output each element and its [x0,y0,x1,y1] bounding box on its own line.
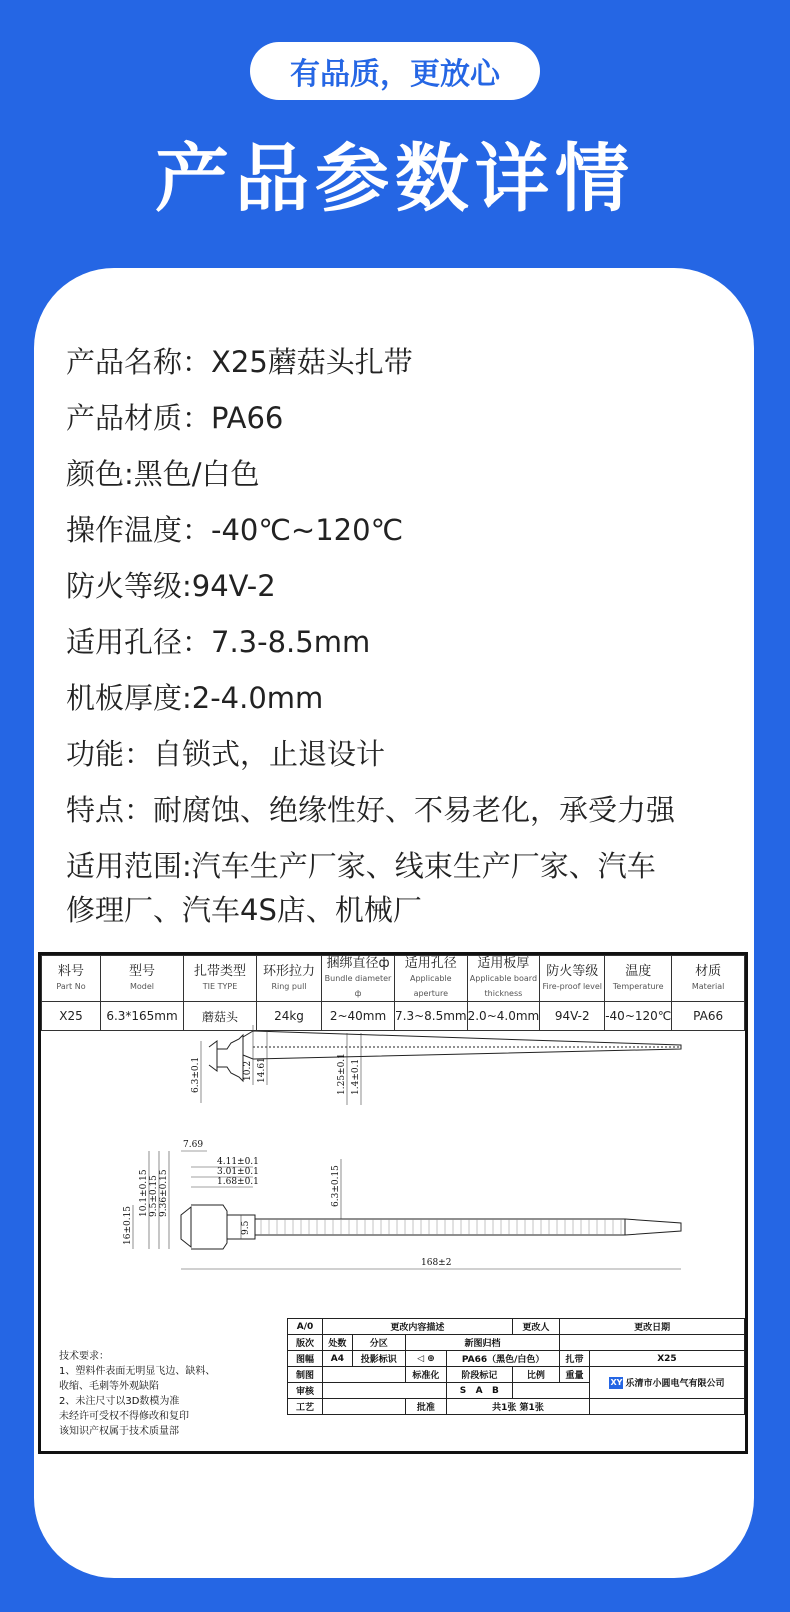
spec-material: 产品材质：PA66 [66,401,284,435]
table-cell: X25 [589,1351,744,1367]
table-row [288,1399,745,1415]
table-cell: 6.3*165mm [101,1002,184,1031]
dim-7-69: 7.69 [183,1140,204,1150]
spec-color: 颜色:黑色/白色 [66,457,260,491]
table-cell: 审核 [288,1383,323,1399]
table-cell: 新图归档 [405,1335,559,1351]
table-row [288,1335,745,1351]
table-cell: 投影标识 [352,1351,405,1367]
dim-1-68: 1.68±0.1 [217,1177,259,1187]
spec-applications-continued: 修理厂、汽车4S店、机械厂 [66,893,422,927]
technical-notes [59,1349,215,1439]
table-cell: 分区 [352,1335,405,1351]
table-cell: 重量 [560,1367,590,1383]
company-logo-icon: XY [610,1378,623,1388]
spec-fire-rating: 防火等级:94V-2 [66,569,276,603]
page-title: 产品参数详情 [155,136,635,222]
table-cell: 图幅 [288,1351,323,1367]
spec-name: 产品名称：X25蘑菇头扎带 [66,345,413,379]
table-header: 捆绑直径ф Bundle diameter ф [322,956,395,1002]
table-header: 材质 Material [672,956,745,1002]
projection-icon: ◁ ⊕ [405,1351,446,1367]
dim-9-5: 9.5 [241,1220,251,1235]
dim-1-4: 1.4±0.1 [351,1058,361,1095]
table-cell: 阶段标记 [447,1367,513,1383]
table-cell: 2~40mm [322,1002,395,1031]
spec-applications: 适用范围:汽车生产厂家、线束生产厂家、汽车 [66,849,656,883]
dim-6-3: 6.3±0.1 [191,1056,201,1093]
dim-9-36: 9.36±0.15 [159,1169,169,1217]
dim-1-25: 1.25±0.1 [337,1053,347,1095]
table-cell [323,1399,406,1415]
note-line: 未经许可受权不得修改和复印 [59,1411,189,1422]
table-row [288,1351,745,1367]
table-row [288,1319,745,1335]
table-cell [560,1335,745,1351]
dim-9-5a: 9.5±0.15 [149,1175,159,1217]
table-cell: A/0 [288,1319,323,1335]
table-cell [323,1367,406,1383]
dim-6-3b: 6.3±0.15 [331,1165,341,1207]
note-line: 该知识产权属于技术质量部 [59,1426,179,1437]
table-cell: 94V-2 [540,1002,605,1031]
table-cell [512,1383,589,1399]
table-cell: A4 [323,1351,353,1367]
table-cell: 蘑菇头 [184,1002,257,1031]
table-cell: 制图 [288,1367,323,1383]
table-header: 料号 Part No [42,956,101,1002]
table-cell [323,1383,447,1399]
spec-function: 功能：自锁式，止退设计 [66,737,386,771]
dim-168: 168±2 [421,1258,452,1268]
table-header: 温度 Temperature [605,956,672,1002]
table-cell: 批准 [405,1399,446,1415]
note-line: 2、未注尺寸以3D数模为准 [59,1396,180,1407]
table-header: 防火等级 Fire-proof level [540,956,605,1002]
table-cell: 工艺 [288,1399,323,1415]
table-cell: 扎带 [560,1351,590,1367]
note-line: 技术要求： [59,1351,109,1362]
table-cell: 2.0~4.0mm [467,1002,540,1031]
spec-features: 特点：耐腐蚀、绝缘性好、不易老化，承受力强 [66,793,676,827]
spec-list [66,334,766,894]
table-cell: 共1张 第1张 [447,1399,590,1415]
table-row [288,1367,745,1383]
dim-4-11: 4.11±0.1 [217,1157,259,1167]
dim-14-61: 14.61 [257,1057,267,1083]
table-cell: S A B [447,1383,513,1399]
company-name: 乐清市小圆电气有限公司 [625,1378,725,1389]
table-header: 环形拉力 Ring pull [257,956,322,1002]
table-header: 扎带类型 TIE TYPE [184,956,257,1002]
table-header: 型号 Model [101,956,184,1002]
table-cell: 更改内容描述 [323,1319,513,1335]
tagline-pill [250,42,540,100]
technical-drawing [38,952,748,1454]
title-block [287,1318,745,1415]
table-cell: 7.3~8.5mm [395,1002,468,1031]
table-cell: PA66 [672,1002,745,1031]
table-cell [589,1399,744,1415]
table-cell: 24kg [257,1002,322,1031]
table-cell: 更改人 [512,1319,560,1335]
table-cell: 标准化 [405,1367,446,1383]
table-cell: PA66（黑色/白色） [447,1351,560,1367]
table-cell: 处数 [323,1335,353,1351]
table-cell: X25 [42,1002,101,1031]
dim-3-01: 3.01±0.1 [217,1167,259,1177]
dim-16: 16±0.15 [123,1205,133,1245]
tagline: 有品质，更放心 [290,57,500,92]
dim-10-2: 10.2 [243,1060,253,1081]
note-line: 收缩、毛刺等外观缺陷 [59,1381,159,1392]
table-header: 适用板厚 Applicable board thickness [467,956,540,1002]
spec-temperature: 操作温度：-40℃~120℃ [66,513,404,547]
table-cell: 版次 [288,1335,323,1351]
spec-board-thickness: 机板厚度:2-4.0mm [66,681,324,715]
note-line: 1、塑料件表面无明显飞边、缺料、 [59,1366,216,1377]
table-header: 适用孔径 Applicable aperture [395,956,468,1002]
table-cell: 更改日期 [560,1319,745,1335]
dim-10-1: 10.1±0.15 [139,1169,149,1217]
spec-hole-size: 适用孔径：7.3-8.5mm [66,625,371,659]
company-cell [589,1367,744,1399]
table-cell: 比例 [512,1367,560,1383]
table-cell: -40~120℃ [605,1002,672,1031]
